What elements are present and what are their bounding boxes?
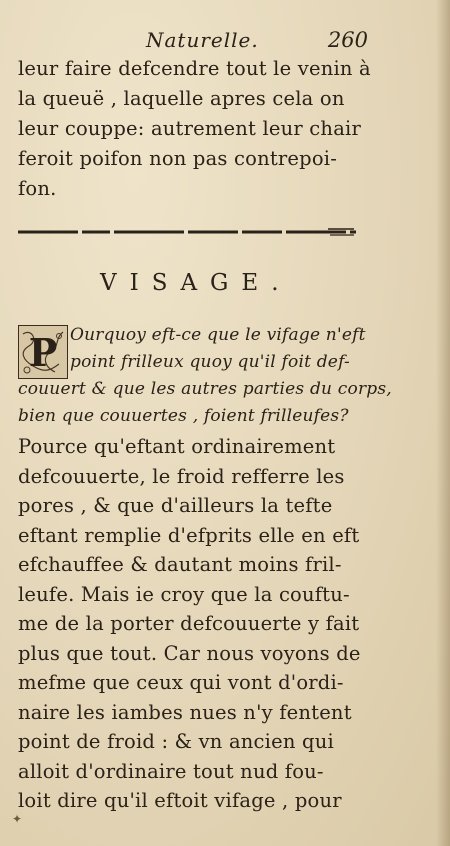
text-line: plus que tout. Car nous voyons de (18, 641, 361, 665)
text-line: alloit d'ordinaire tout nud fou- (18, 759, 324, 783)
text-line: leur faire defcendre tout le venin à (18, 57, 371, 80)
text-line: leur couppe: autrement leur chair (18, 117, 361, 140)
section-heading: VISAGE. (100, 270, 292, 296)
section-rule (18, 226, 356, 238)
text-line: feroit poifon non pas contrepoi- (18, 147, 337, 170)
text-line: point de froid : & vn ancien qui (18, 730, 334, 753)
text-line: efchauffee & dautant moins fril- (18, 553, 342, 576)
question-text (18, 322, 392, 430)
text-line: defcouuerte, le froid refferre les (18, 464, 345, 488)
corner-ornament-icon: ✦ (12, 812, 23, 826)
page-edge-shadow (436, 0, 450, 846)
text-line: Pource qu'eftant ordinairement (18, 435, 336, 458)
question-line: point frilleux quoy qu'il foit def- (70, 352, 350, 372)
running-head (18, 28, 368, 56)
running-head-title: Naturelle. (146, 28, 259, 52)
answer-text (18, 432, 361, 816)
text-line: me de la porter defcouuerte y fait (18, 612, 360, 635)
question-line: bien que couuertes , foient frilleufes? (18, 406, 349, 426)
question-line: couuert & que les autres parties du corps, (18, 379, 392, 399)
text-line: pores , & que d'ailleurs la tefte (18, 494, 333, 517)
text-line: loit dire qu'il eftoit vifage , pour (18, 789, 342, 812)
question-line: Ourquoy eft-ce que le vifage n'eft (70, 325, 366, 345)
text-line: la queuë , laquelle apres cela on (18, 87, 345, 110)
page-number: 260 (327, 28, 368, 52)
drop-cap-letter: P (28, 329, 58, 375)
text-line: naire les iambes nues n'y fentent (18, 700, 352, 724)
text-line: fon. (18, 177, 57, 200)
text-line: eftant remplie d'efprits elle en eft (18, 523, 360, 547)
continued-text (18, 54, 371, 204)
text-line: leufe. Mais ie croy que la couftu- (18, 582, 350, 606)
text-line: mefme que ceux qui vont d'ordi- (18, 671, 344, 694)
